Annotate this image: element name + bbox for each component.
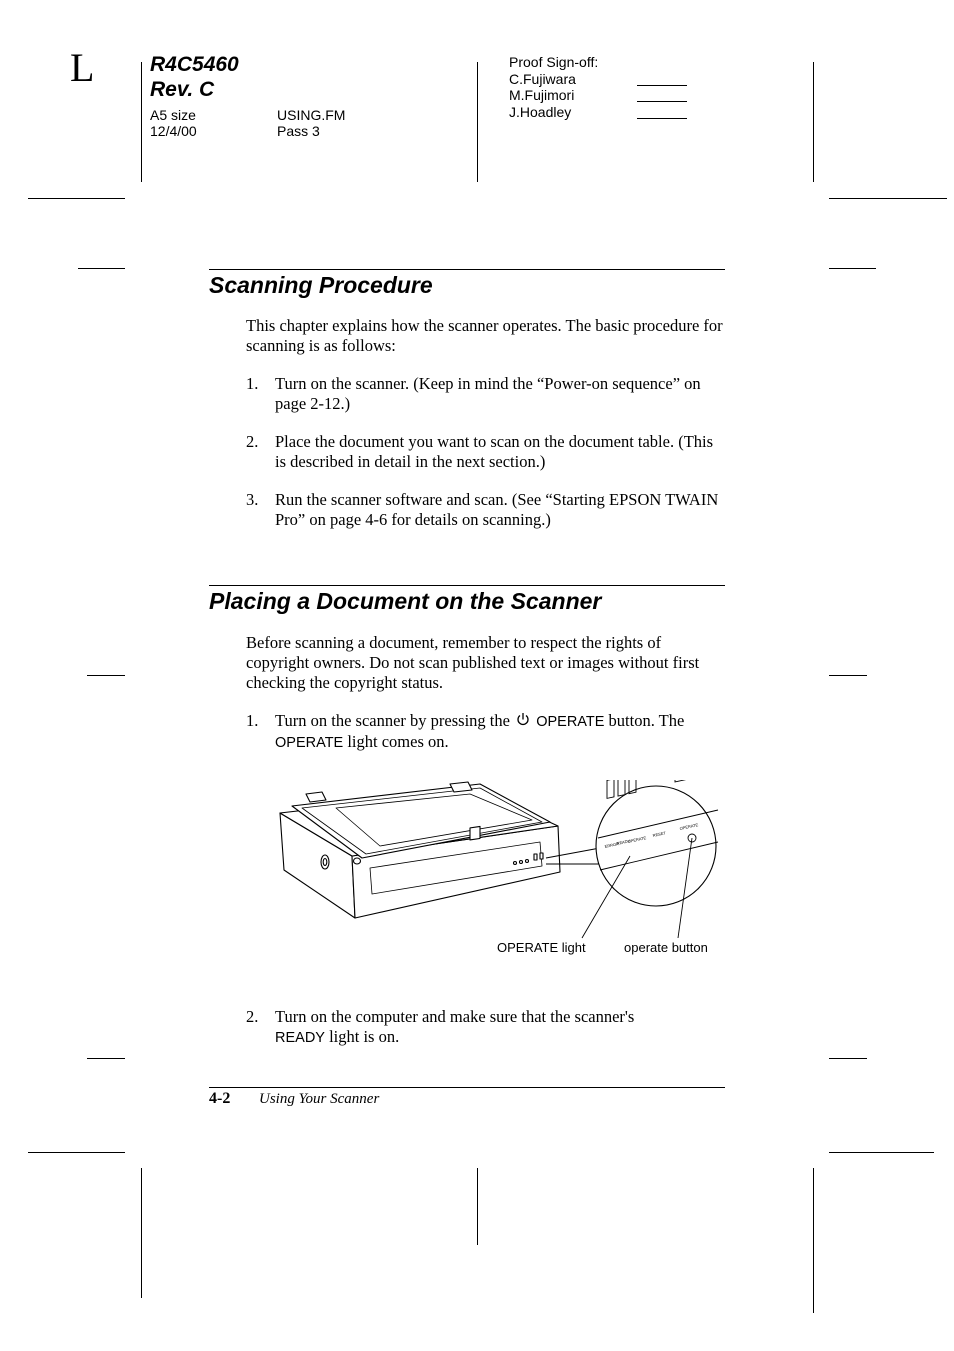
step-text: Turn on the computer and make sure that the scanner's [275, 1007, 635, 1026]
list-text: Run the scanner software and scan. (See “Starting EPSON TWAIN Pro” on page 4-6 for details on scanning.) [275, 490, 719, 529]
filename-label: USING.FM [277, 107, 346, 123]
section-heading: Placing a Document on the Scanner [209, 588, 602, 614]
size-label: A5 size [150, 107, 196, 123]
intro-paragraph: Before scanning a document, remember to respect the rights of copyright owners. Do not scan published text or images without first checking the copyright status. [246, 633, 700, 692]
list-text [275, 711, 727, 753]
section-rule [209, 585, 725, 586]
operate-label: OPERATE [536, 714, 605, 730]
signature-line [637, 85, 687, 86]
panel-label: RESET [652, 830, 667, 838]
list-number: 2. [246, 1007, 259, 1026]
list-text: Turn on the scanner. (Keep in mind the “Power-on sequence” on page 2-12.) [275, 374, 701, 413]
ready-label: READY [275, 1030, 325, 1046]
intro-paragraph: This chapter explains how the scanner operates. The basic procedure for scanning is as follows: [246, 316, 723, 355]
proof-label: Proof Sign-off: [509, 54, 599, 70]
figure-caption-button: operate button [624, 940, 708, 955]
crop-mark [829, 1058, 867, 1059]
crop-mark [829, 198, 947, 199]
crop-mark [813, 62, 814, 182]
step-text: light comes on. [347, 732, 449, 751]
crop-mark [141, 1168, 142, 1298]
page-number: 4-2 [209, 1090, 231, 1107]
crop-mark [28, 198, 125, 199]
crop-mark [829, 268, 876, 269]
signer-name: J.Hoadley [509, 104, 572, 121]
power-icon [516, 712, 530, 727]
panel-label: OPERATE [679, 822, 699, 831]
list-number: 2. [246, 432, 259, 451]
signature-line [637, 101, 687, 102]
crop-mark [477, 62, 478, 182]
list-number: 3. [246, 490, 259, 509]
crop-mark [813, 1168, 814, 1313]
signature-line [637, 118, 687, 119]
crop-mark [28, 1152, 125, 1153]
footer-rule [209, 1087, 725, 1088]
proof-signoff [509, 54, 598, 121]
step-text: Turn on the scanner by pressing the [275, 711, 510, 730]
signer-name: C.Fujiwara [509, 70, 576, 87]
list-number: 1. [246, 374, 259, 393]
document-code-line: R4C5460 [150, 53, 239, 76]
crop-mark [477, 1168, 478, 1245]
crop-mark [829, 675, 867, 676]
list-number: 1. [246, 711, 259, 730]
step-text: light is on. [329, 1027, 400, 1046]
list-text [275, 1007, 727, 1048]
panel-label: ERROR [604, 841, 620, 849]
crop-mark [87, 1058, 125, 1059]
scanner-illustration [270, 780, 730, 940]
step-text: button. The [608, 711, 685, 730]
document-code [150, 52, 239, 102]
signer-name: M.Fujimori [509, 87, 575, 104]
crop-mark [141, 62, 142, 182]
section-rule [209, 269, 725, 270]
list-text: Place the document you want to scan on the document table. (This is described in detail in the next section.) [275, 432, 714, 471]
operate-label: OPERATE [275, 735, 344, 751]
crop-mark [829, 1152, 934, 1153]
corner-letter: L [70, 45, 95, 90]
chapter-title: Using Your Scanner [259, 1091, 380, 1107]
section-heading: Scanning Procedure [209, 272, 433, 298]
figure-caption-light: OPERATE light [497, 940, 586, 955]
crop-mark [78, 268, 125, 269]
revision-line: Rev. C [150, 78, 215, 101]
date-label: 12/4/00 [150, 123, 197, 139]
panel-label: READY [616, 838, 631, 846]
pass-label: Pass 3 [277, 123, 320, 139]
crop-mark [87, 675, 125, 676]
panel-label: OPERATE [627, 835, 647, 844]
